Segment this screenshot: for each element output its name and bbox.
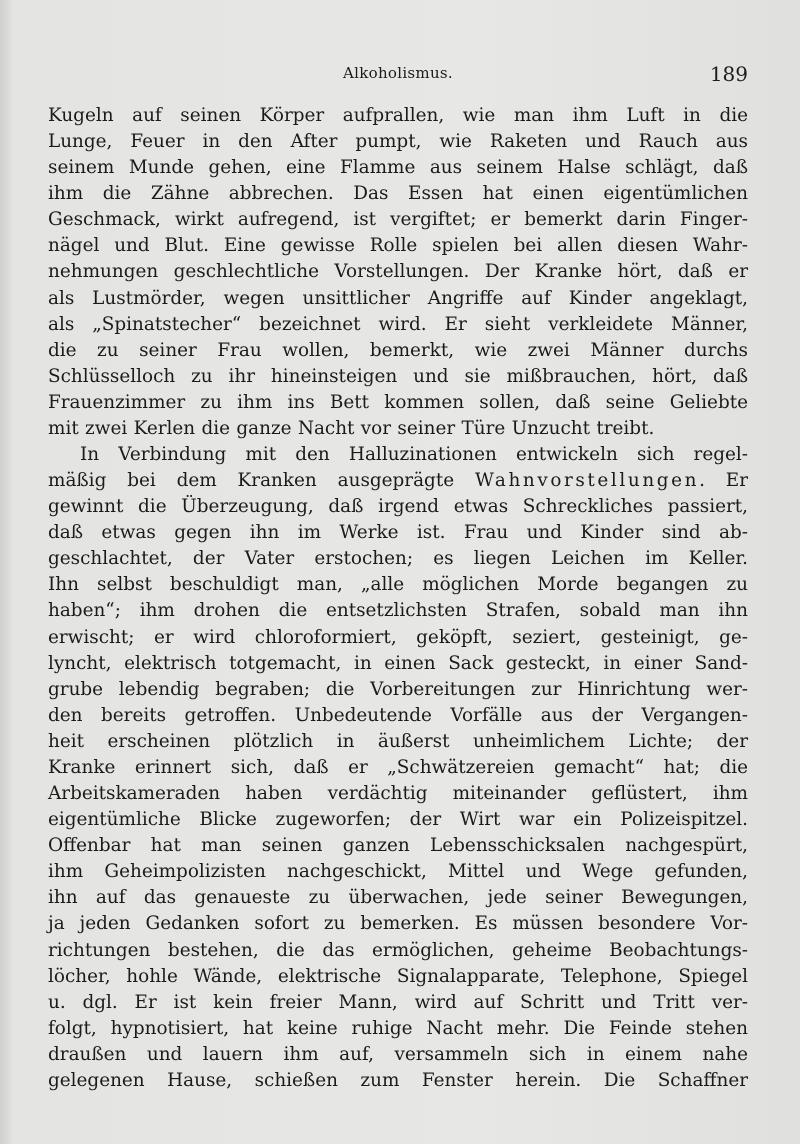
text-line: mit zwei Kerlen die ganze Nacht vor seiner Türe Unzucht treibt. xyxy=(48,417,655,439)
text-line: folgt, hypnotisiert, hat keine ruhige Nacht mehr. Die Feinde stehen xyxy=(48,1017,748,1039)
text-line: gelegenen Hause, schießen zum Fenster herein. Die Schaffner xyxy=(48,1069,748,1091)
text-line: löcher, hohle Wände, elektrische Signalapparate, Telephone, Spiegel xyxy=(48,965,748,987)
text-line: ihm die Zähne abbrechen. Das Essen hat einen eigentümlichen xyxy=(48,183,748,205)
text-line: die zu seiner Frau wollen, bemerkt, wie zwei Männer durchs xyxy=(48,339,748,361)
text-line: u. dgl. Er ist kein freier Mann, wird auf Schritt und Tritt ver- xyxy=(48,991,748,1013)
text-line: haben“; ihm drohen die entsetzlichsten Strafen, sobald man ihn xyxy=(48,600,748,622)
text-line: Lunge, Feuer in den After pumpt, wie Raketen und Rauch aus xyxy=(48,131,748,153)
text-line: eigentümliche Blicke zugeworfen; der Wirt war ein Polizeispitzel. xyxy=(48,809,748,831)
text-line: lyncht, elektrisch totgemacht, in einen Sack gesteckt, in einer Sand- xyxy=(48,652,748,674)
text-line: Geschmack, wirkt aufregend, ist vergiftet; er bemerkt darin Finger- xyxy=(48,209,748,231)
page-header xyxy=(48,62,748,92)
text-line: richtungen bestehen, die das ermöglichen, geheime Beobachtungs- xyxy=(48,939,748,961)
text-line: nägel und Blut. Eine gewisse Rolle spielen bei allen diesen Wahr- xyxy=(48,235,748,257)
text-segment: mäßig bei dem Kranken ausgeprägte xyxy=(48,470,475,492)
text-line: den bereits getroffen. Unbedeutende Vorfälle aus der Vergangen- xyxy=(48,704,748,726)
text-line-emphasis xyxy=(48,468,748,494)
text-segment: . Er xyxy=(699,470,748,492)
text-line: als Lustmörder, wegen unsittlicher Angriffe auf Kinder angeklagt, xyxy=(48,287,748,309)
paragraph-first-line: In Verbindung mit den Halluzinationen entwickeln sich regel- xyxy=(80,444,748,466)
text-line: Ihn selbst beschuldigt man, „alle möglichen Morde begangen zu xyxy=(48,574,748,596)
text-line: geschlachtet, der Vater erstochen; es liegen Leichen im Keller. xyxy=(48,548,748,570)
text-line: grube lebendig begraben; die Vorbereitungen zur Hinrichtung wer- xyxy=(48,678,748,700)
text-line: seinem Munde gehen, eine Flamme aus seinem Halse schlägt, daß xyxy=(48,157,748,179)
text-line: Kranke erinnert sich, daß er „Schwätzereien gemacht“ hat; die xyxy=(48,756,748,778)
text-line: gewinnt die Überzeugung, daß irgend etwas Schreckliches passiert, xyxy=(48,496,748,518)
body-text xyxy=(48,103,748,1094)
text-line: ihm Geheimpolizisten nachgeschickt, Mittel und Wege gefunden, xyxy=(48,861,748,883)
emphasized-term: Wahnvorstellungen xyxy=(474,470,700,492)
page-number: 189 xyxy=(709,62,748,86)
text-line: heit erscheinen plötzlich in äußerst unheimlichem Lichte; der xyxy=(48,730,748,752)
text-line: Offenbar hat man seinen ganzen Lebensschicksalen nachgespürt, xyxy=(48,835,748,857)
text-line: Schlüsselloch zu ihr hineinsteigen und sie mißbrauchen, hört, daß xyxy=(48,365,748,387)
text-line: draußen und lauern ihm auf, versammeln sich in einem nahe xyxy=(48,1043,748,1065)
text-line: Frauenzimmer zu ihm ins Bett kommen sollen, daß seine Geliebte xyxy=(48,391,748,413)
text-line: ja jeden Gedanken sofort zu bemerken. Es müssen besondere Vor- xyxy=(48,913,748,935)
text-line: nehmungen geschlechtliche Vorstellungen. Der Kranke hört, daß er xyxy=(48,261,748,283)
text-line: Arbeitskameraden haben verdächtig miteinander geflüstert, ihm xyxy=(48,783,748,805)
running-title: Alkoholismus. xyxy=(343,64,453,82)
text-line: erwischt; er wird chloroformiert, geköpft, seziert, gesteinigt, ge- xyxy=(48,626,748,648)
text-line: ihn auf das genaueste zu überwachen, jede seiner Bewegungen, xyxy=(48,887,748,909)
text-line: Kugeln auf seinen Körper aufprallen, wie man ihm Luft in die xyxy=(48,105,748,126)
text-line: als „Spinatstecher“ bezeichnet wird. Er sieht verkleidete Männer, xyxy=(48,313,748,335)
text-line: daß etwas gegen ihn im Werke ist. Frau und Kinder sind ab- xyxy=(48,522,748,544)
